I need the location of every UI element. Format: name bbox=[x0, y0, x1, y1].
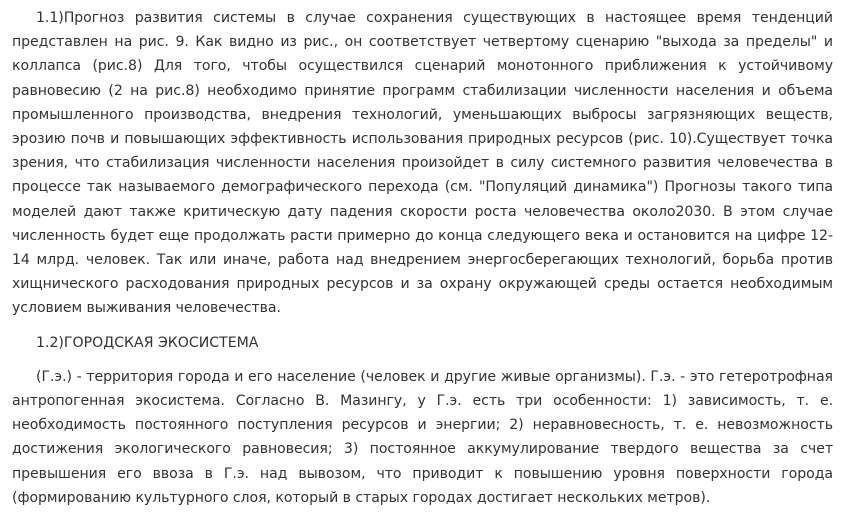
section-heading-urban-ecosystem: 1.2)ГОРОДСКАЯ ЭКОСИСТЕМА bbox=[36, 334, 259, 351]
paragraph-urban-ecosystem: (Г.э.) - территория города и его население (человек и другие живые организмы). Г.э. - это гетеротрофная антропогенная экосистема. Согласно В. Мазингу, у Г.э. есть три особенности: 1) зависимость, т. е. необходимость постоянного поступления ресурсов и энергии; 2) неравновесность, т. е. невозможность достижения экологического равновесия; 3) постоянное аккумулирование твердого вещества за счет превышения его ввоза в Г.э. над вывозом, что приводит к повышению уровня поверхности города (формированию культурного слоя, который в старых городах достигает нескольких метров). bbox=[12, 368, 833, 506]
paragraph-forecast: 1.1)Прогноз развития системы в случае сохранения существующих в настоящее время тенденций представлен на рис. 9. Как видно из рис., он соответствует четвертому сценарию "выхода за пределы" и коллапса (рис.8) Для того, чтобы осуществился сценарий монотонного приближения к устойчивому равновесию (2 на рис.8) необходимо принятие программ стабилизации численности населения и объема промышленного производства, внедрения технологий, уменьшающих выбросы загрязняющих веществ, эрозию почв и повышающих эффективность использования природных ресурсов (рис. 10).Существует точка зрения, что стабилизация численности населения произойдет в силу системного развития человечества в процессе так называемого демографического перехода (см. "Популяций динамика") Прогнозы такого типа моделей дают также критическую дату падения скорости роста человечества около2030. В этом случае численность будет еще продолжать расти примерно до конца следующего века и остановится на цифре 12-14 млрд. человек. Так или иначе, работа над внедрением энергосберегающих технологий, борьба против хищнического расходования природных ресурсов и за охрану окружающей среды остается необходимым условием выживания человечества. bbox=[12, 10, 833, 317]
